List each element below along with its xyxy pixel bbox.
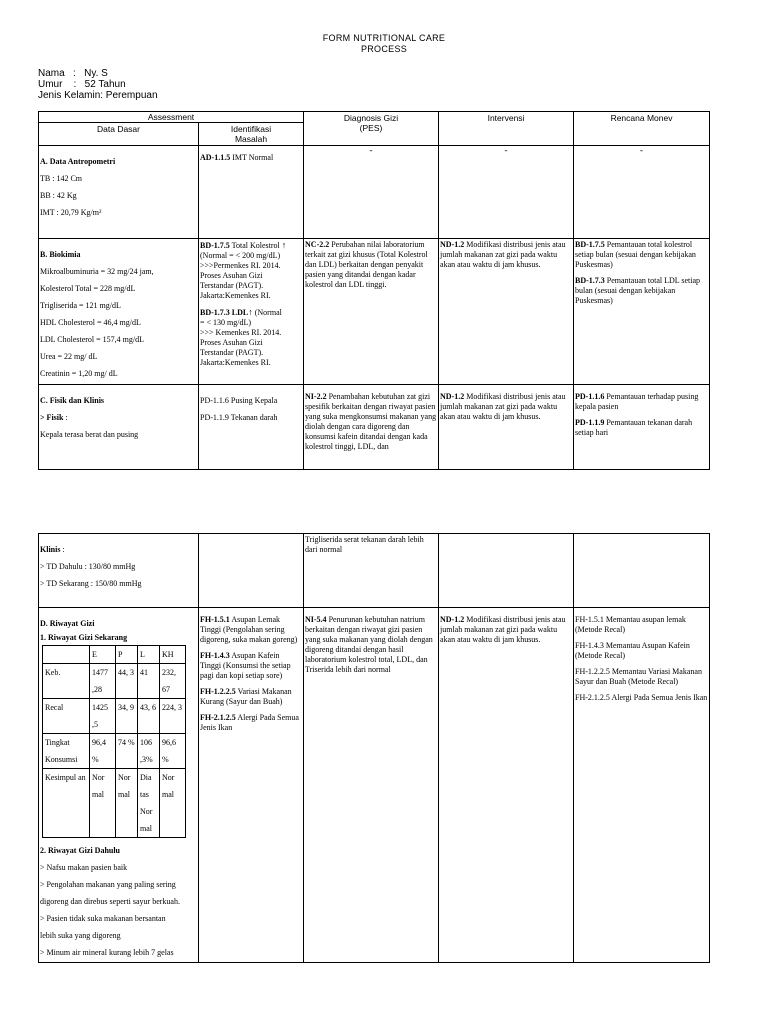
klinis-data: Klinis : > TD Dahulu : 130/80 mmHg > TD Sekarang : 150/80 mmHg	[39, 534, 199, 608]
riwayat-identifikasi: FH-1.5.1 Asupan Lemak Tinggi (Pengolahan sering digoreng, suka makan goreng) FH-1.4.3 Asupan Kafein Tinggi (Konsumsi the setiap pagi dan kopi setiap sore) FH-1.2.2.5 Variasi Makanan Kurang (Sayur dan Buah) FH-2.1.2.5 Alergi Pada Semua Jenis Ikan	[199, 608, 304, 963]
diagnosis-header: Diagnosis Gizi (PES)	[304, 112, 439, 146]
ncp-table-page2	[38, 533, 710, 963]
biokimia-intervensi: ND-1.2 Modifikasi distribusi jenis atau jumlah makanan zat gizi pada waktu akan atau waktu di jam khusus.	[439, 239, 574, 385]
data-dasar-header: Data Dasar	[39, 123, 199, 146]
biokimia-data: B. Biokimia Mikroalbuminuria = 32 mg/24 jam, Kolesterol Total = 228 mg/dL Trigliserida = 121 mg/dL HDL Cholesterol = 46,4 mg/dL LDL Cholesterol = 157,4 mg/dL Urea = 22 mg/ dL Creatinin = 1,20 mg/ dL	[39, 239, 199, 385]
table-row: Kesimpul an Nor mal Nor mal Dia tas Nor mal Nor mal	[43, 769, 186, 838]
klinis-diagnosis: Trigliserida serat tekanan darah lebih dari normal	[304, 534, 439, 608]
table-row: Recal 1425 ,5 34, 9 43, 6 224, 3	[43, 699, 186, 734]
intervensi-header: Intervensi	[439, 112, 574, 146]
fisik-identifikasi: PD-1.1.6 Pusing Kepala PD-1.1.9 Tekanan darah	[199, 385, 304, 470]
identifikasi-header: Identifikasi Masalah	[199, 123, 304, 146]
antropometri-intervensi: -	[439, 146, 574, 239]
riwayat-data: D. Riwayat Gizi 1. Riwayat Gizi Sekarang E P L KH Keb. 1477 ,28 44, 3 41 232, 67 Recal 1425 ,5 34, 9 43, 6 224, 3 Tingkat Konsumsi 96,4 % 74 % 106 ,3% 96,6 % Kesimpul an Nor mal Nor mal Dia tas Nor mal Nor mal 2. Riwayat Gizi Dahulu > Nafsu makan pasien baik > Pengolahan makanan yang paling sering digoreng dan direbus seperti sayur berkuah. > Pasien tidak suka makanan bersantan lebih suka yang digoreng > Minum air mineral kurang lebih 7 gelas	[39, 608, 199, 963]
antropometri-data: A. Data Antropometri TB : 142 Cm BB : 42 Kg IMT : 20,79 Kg/m²	[39, 146, 199, 239]
fisik-intervensi: ND-1.2 Modifikasi distribusi jenis atau jumlah makanan zat gizi pada waktu akan atau waktu di jam khusus.	[439, 385, 574, 470]
biokimia-monev: BD-1.7.5 Pemantauan total kolestrol setiap bulan (sesuai dengan kebijakan Puskesmas) BD-1.7.3 Pemantauan total LDL setiap bulan (sesuai dengan kebijakan Puskesmas)	[574, 239, 710, 385]
riwayat-diagnosis: NI-5.4 Penurunan kebutuhan natrium berkaitan dengan riwayat gizi pasien yang suka makanan yang diolah dengan digoreng ditandai dengan hasil laboratorium kolestrol total, LDL, dan Triserida lebih dari normal	[304, 608, 439, 963]
up-arrow-icon: ↑	[248, 307, 253, 317]
fisik-data: C. Fisik dan Klinis > Fisik : Kepala terasa berat dan pusing	[39, 385, 199, 470]
fisik-diagnosis: NI-2.2 Penambahan kebutuhan zat gizi spesifik berkaitan dengan riwayat pasien yang suka mengkonsumsi makanan yang diolah dengan cara digoreng dan konsumsi kafein ditandai dengan kada kolestrol tinggi, LDL, dan	[304, 385, 439, 470]
antropometri-diagnosis: -	[304, 146, 439, 239]
up-arrow-icon: ↑	[281, 240, 287, 250]
fisik-monev: PD-1.1.6 Pemantauan terhadap pusing kepala pasien PD-1.1.9 Pemantauan tekanan darah setiap hari	[574, 385, 710, 470]
assessment-header: Assessment	[39, 112, 304, 123]
table-row: Tingkat Konsumsi 96,4 % 74 % 106 ,3% 96,6 %	[43, 734, 186, 769]
klinis-intervensi	[439, 534, 574, 608]
table-row: Keb. 1477 ,28 44, 3 41 232, 67	[43, 664, 186, 699]
biokimia-identifikasi: BD-1.7.5 Total Kolestrol ↑ (Normal = < 200 mg/dL) >>>Permenkes RI. 2014. Proses Asuhan Gizi Terstandar (PAGT). Jakarta:Kemenkes RI. BD-1.7.3 LDL↑ (Normal = < 130 mg/dL) >>> Kemenkes RI. 2014. Proses Asuhan Gizi Terstandar (PAGT). Jakarta:Kemenkes RI.	[199, 239, 304, 385]
patient-name: Nama : Ny. S	[38, 68, 108, 79]
patient-info	[38, 68, 158, 101]
form-title: FORM NUTRITIONAL CARE PROCESS	[322, 33, 446, 54]
klinis-monev	[574, 534, 710, 608]
antropometri-monev: -	[574, 146, 710, 239]
biokimia-diagnosis: NC-2.2 Perubahan nilai laboratorium terkait zat gizi khusus (Total Kolestrol dan LDL) berkaitan dengan penyakit pasien yang ditandai dengan kadar kolestrol dan LDL tinggi.	[304, 239, 439, 385]
riwayat-intervensi: ND-1.2 Modifikasi distribusi jenis atau jumlah makanan zat gizi pada waktu akan atau waktu di jam khusus.	[439, 608, 574, 963]
riwayat-gizi-table: E P L KH Keb. 1477 ,28 44, 3 41 232, 67 Recal 1425 ,5 34, 9 43, 6 224, 3 Tingkat Konsumsi 96,4 % 74 % 106 ,3% 96,6 % Kesimpul an Nor mal Nor mal Dia tas Nor mal Nor mal	[42, 645, 186, 838]
klinis-identifikasi	[199, 534, 304, 608]
monev-header: Rencana Monev	[574, 112, 710, 146]
patient-gender: Jenis Kelamin: Perempuan	[38, 90, 158, 101]
riwayat-monev: FH-1.5.1 Memantau asupan lemak (Metode Recal) FH-1.4.3 Memantau Asupan Kafein (Metode Recal) FH-1.2.2.5 Memantau Variasi Makanan Sayur dan Buah (Metode Recal) FH-2.1.2.5 Alergi Pada Semua Jenis Ikan	[574, 608, 710, 963]
antropometri-identifikasi: AD-1.1.5 IMT Normal	[199, 146, 304, 239]
patient-age: Umur : 52 Tahun	[38, 79, 126, 90]
ncp-table-page1	[38, 111, 710, 470]
